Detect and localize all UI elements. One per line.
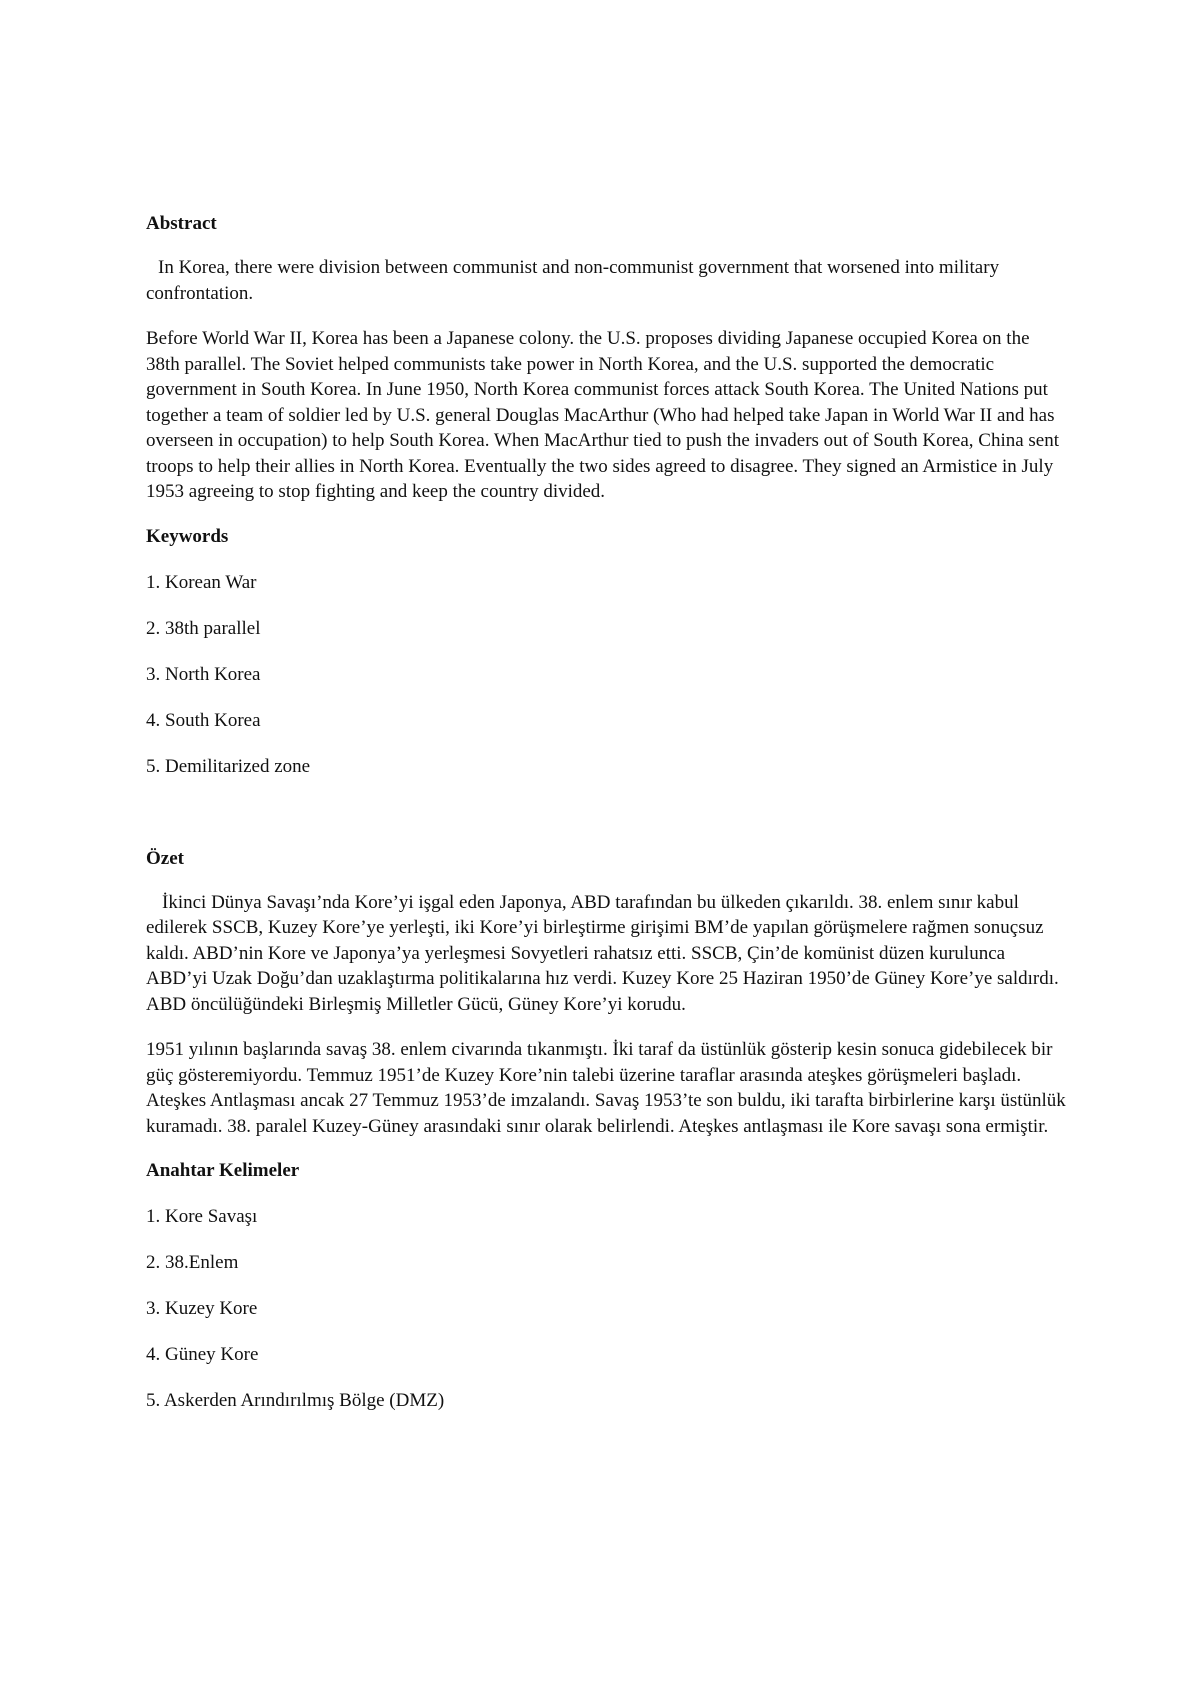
keywords-list (146, 570, 1066, 779)
keyword-item: 3. North Korea (146, 663, 261, 685)
anahtar-kelime-item: 3. Kuzey Kore (146, 1298, 258, 1319)
keyword-item: 4. South Korea (146, 709, 261, 731)
anahtar-kelime-item: 1. Kore Savaşı (146, 1206, 258, 1227)
keywords-heading: Keywords (146, 525, 229, 547)
anahtar-kelimeler-list (146, 1204, 1066, 1413)
ozet-paragraph-1: İkinci Dünya Savaşı’nda Kore’yi işgal eden Japonya, ABD tarafından bu ülkeden çıkarıldı. 38. enlem sınır kabul edilerek SSCB, Kuzey Kore’ye yerleşti, iki Kore’yi birleştirme girişimi BM’de yapılan görüşmelere rağmen sonuçsuz kaldı. ABD’nin Kore ve Japonya’ya yerleşmesi Sovyetleri rahatsız etti. SSCB, Çin’de komünist düzen kurulunca ABD’yi Uzak Doğu’dan uzaklaştırma politikalarına hız verdi. Kuzey Kore 25 Haziran 1950’de Güney Kore’ye saldırdı. ABD öncülüğündeki Birleşmiş Milletler Gücü, Güney Kore’yi korudu. (146, 891, 1059, 1015)
anahtar-kelime-item: 5. Askerden Arındırılmış Bölge (DMZ) (146, 1390, 445, 1411)
ozet-paragraph-2: 1951 yılının başlarında savaş 38. enlem civarında tıkanmıştı. İki taraf da üstünlük gösterip kesin sonuca gidebilecek bir güç gösteremiyordu. Temmuz 1951’de Kuzey Kore’nin talebi üzerine taraflar arasında ateşkes görüşmeleri başladı. Ateşkes Antlaşması ancak 27 Temmuz 1953’de imzalandı. Savaş 1953’te son buldu, iki tarafta birbirlerine karşı üstünlük kuramadı. 38. paralel Kuzey-Güney arasındaki sınır olarak belirlendi. Ateşkes antlaşması ile Kore savaşı sona ermiştir. (146, 1039, 1066, 1137)
anahtar-kelimeler-heading: Anahtar Kelimeler (146, 1160, 300, 1181)
keyword-item: 5. Demilitarized zone (146, 755, 311, 777)
anahtar-kelime-item: 2. 38.Enlem (146, 1252, 239, 1273)
abstract-heading: Abstract (146, 213, 217, 234)
anahtar-kelime-item: 4. Güney Kore (146, 1344, 259, 1365)
keyword-item: 1. Korean War (146, 571, 257, 593)
keyword-item: 2. 38th parallel (146, 617, 261, 639)
abstract-paragraph-2: Before World War II, Korea has been a Japanese colony. the U.S. proposes dividing Japanese occupied Korea on the 38th parallel. The Soviet helped communists take power in North Korea, and the U.S. supported the democratic government in South Korea. In June 1950, North Korea communist forces attack South Korea. The United Nations put together a team of soldier led by U.S. general Douglas MacArthur (Who had helped take Japan in World War II and has overseen in occupation) to help South Korea. When MacArthur tied to push the invaders out of South Korea, China sent troops to help their allies in North Korea. Eventually the two sides agreed to disagree. They signed an Armistice in July 1953 agreeing to stop fighting and keep the country divided. (146, 328, 1060, 502)
document-content (146, 212, 1066, 1413)
ozet-heading: Özet (146, 847, 184, 869)
abstract-paragraph-1: In Korea, there were division between communist and non-communist government that worsened into military confrontation. (146, 257, 1000, 304)
